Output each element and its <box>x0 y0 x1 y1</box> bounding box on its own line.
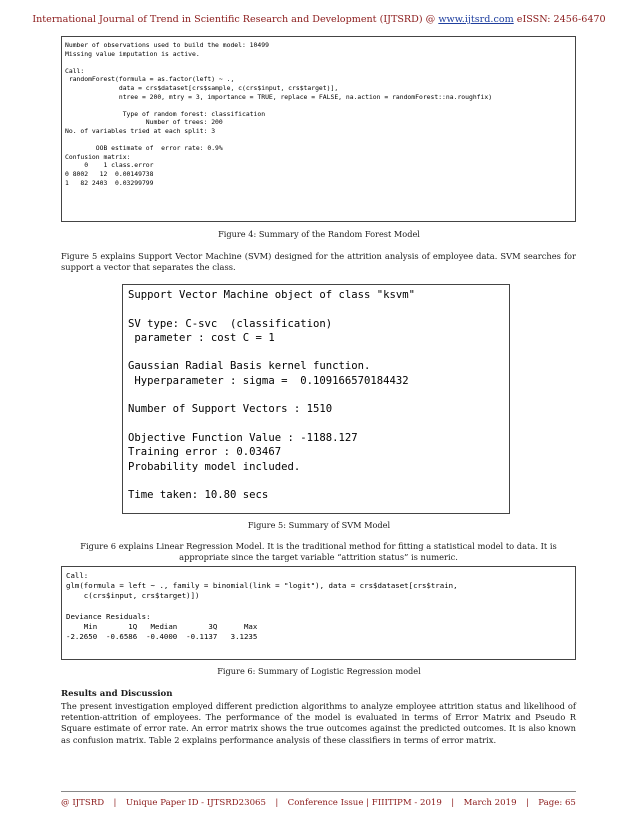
figure-4-code-output <box>61 36 576 222</box>
journal-name: International Journal of Trend in Scientific Research and Development (IJTSRD) <box>32 14 423 25</box>
results-paragraph: The present investigation employed different prediction algorithms to analyze employee attrition status and likelihood of retention-attrition of employees. The performance of the model is evaluated in terms of Error Matrix and Pseudo R Square estimate of error rate. An error matrix shows the true outcomes against the predicted outcomes. It is also known as confusion matrix. Table 2 explains performance analysis of these classifiers in terms of error matrix. <box>61 701 576 745</box>
figure-4-caption: Figure 4: Summary of the Random Forest Model <box>218 229 420 239</box>
footer-page-number: Page: 65 <box>538 798 576 808</box>
footer-sep: | <box>275 798 279 808</box>
footer-sep: | <box>113 798 117 808</box>
issn: eISSN: 2456-6470 <box>516 14 606 25</box>
footer-org: @ IJTSRD <box>61 798 105 808</box>
lr-paragraph: Figure 6 explains Linear Regression Model. It is the traditional method for fitting a statistical model to data. It is appropriate since the target variable “attrition status” is numeric. <box>80 541 557 563</box>
results-heading: Results and Discussion <box>61 689 173 699</box>
svm-paragraph: Figure 5 explains Support Vector Machine (SVM) designed for the attrition analysis of employee data. SVM searches for support a vector that separates the class. <box>61 251 576 273</box>
footer-sep: | <box>451 798 455 808</box>
footer-sep: | <box>525 798 529 808</box>
footer-divider <box>61 791 576 792</box>
glm-summary: Call: glm(formula = left ~ ., family = binomial(link = "logit"), data = crs$dataset[crs$train, c(crs$input, crs$target)]) Deviance Residuals: Min 1Q Median 3Q Max -2.2650 -0.6586 -0.4000 -0.1137 3.1235 <box>66 571 458 642</box>
svm-summary: Support Vector Machine object of class "ksvm" SV type: C-svc (classification) parameter : cost C = 1 Gaussian Radial Basis kernel function. Hyperparameter : sigma = 0.109166570184432 Number of Support Vectors : 1510 Objective Function Value : -1188.127 Training error : 0.03467 Probability model included. Time taken: 10.80 secs <box>128 289 416 502</box>
figure-5-code-output <box>122 284 510 514</box>
footer-issue: Conference Issue | FIIITIPM - 2019 <box>287 798 442 808</box>
random-forest-summary: Number of observations used to build the model: 10499 Missing value imputation is active. Call: randomForest(formula = as.factor(left) ~ ., data = crs$dataset[crs$sample, c(crs$input, crs$target)], ntree = 200, mtry = 3, importance = TRUE, replace = FALSE, na.action = randomForest::na.roughfix) Type of random forest: classification Number of trees: 200 No. of variables tried at each split: 3 OOB estimate of error rate: 0.9% Confusion matrix: 0 1 class.error 0 8002 12 0.00149738 1 82 2403 0.03299799 <box>65 41 493 187</box>
at-sign: @ <box>425 14 436 25</box>
footer-paper-id: Unique Paper ID - IJTSRD23065 <box>125 798 266 808</box>
journal-website-link[interactable]: www.ijtsrd.com <box>438 14 514 25</box>
figure-5-caption: Figure 5: Summary of SVM Model <box>247 520 391 530</box>
page-footer <box>61 798 576 808</box>
footer-date: March 2019 <box>463 798 517 808</box>
journal-header <box>0 14 638 25</box>
figure-6-caption: Figure 6: Summary of Logistic Regression model <box>217 666 421 676</box>
figure-6-code-output <box>61 566 576 660</box>
